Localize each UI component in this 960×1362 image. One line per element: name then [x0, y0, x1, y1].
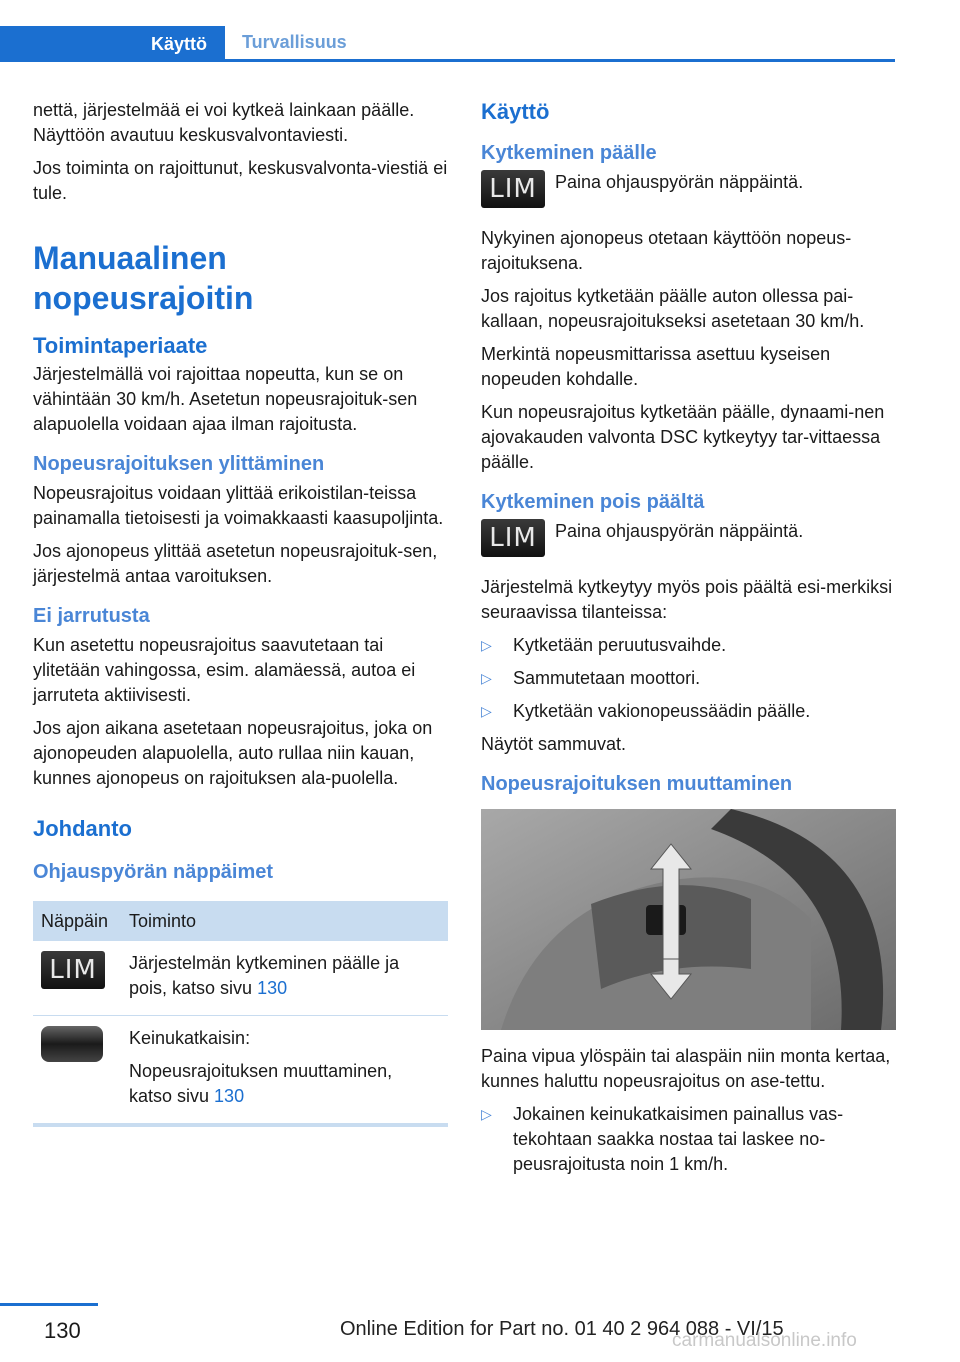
table-cell: [33, 941, 121, 1016]
watermark: carmanualsonline.info: [672, 1330, 857, 1351]
table-row: [33, 1016, 448, 1126]
section-title: Manuaalinen nopeusrajoitin: [33, 240, 254, 316]
triangle-bullet-icon: ▷: [481, 1106, 492, 1122]
paragraph: Nykyinen ajonopeus otetaan käyttöön nopeus-rajoituksena.: [481, 228, 852, 273]
list-item-text: Kytketään vakionopeussäädin päälle.: [513, 701, 811, 721]
keys-table: [33, 901, 448, 1127]
paragraph: Paina vipua ylöspäin tai alaspäin niin monta kertaa, kunnes haluttu nopeusrajoitus on ase-tettu.: [481, 1046, 891, 1091]
subheading-ohjauspyoran-nappaimet: Ohjauspyörän näppäimet: [33, 861, 274, 883]
paragraph: Jos ajonopeus ylittää asetetun nopeusrajoituk-sen, järjestelmä antaa varoituksen.: [33, 541, 438, 586]
subheading-kytkeminen-paalle: Kytkeminen päälle: [481, 142, 657, 164]
paragraph: Jos rajoitus kytketään päälle auton ollessa pai-kallaan, nopeusrajoitukseksi asetetaan 30 km/h.: [481, 286, 865, 331]
lim-button-icon: LIM: [481, 170, 545, 208]
page-number: 130: [44, 1318, 81, 1343]
lim-button-icon: LIM: [41, 951, 105, 989]
subheading-muuttaminen: Nopeusrajoituksen muuttaminen: [481, 773, 793, 795]
page-link[interactable]: 130: [214, 1086, 245, 1106]
paragraph: Kun asetettu nopeusrajoitus saavutetaan tai ylitetään vahingossa, esim. alamäessä, autoa ei jarruteta aktiivisesti.: [33, 635, 416, 705]
key-instruction: [481, 170, 896, 208]
list-item-text: Sammutetaan moottori.: [513, 668, 701, 688]
list-item-text: Jokainen keinukatkaisimen painallus vas-tekohtaan saakka nostaa tai laskee no-peusrajoitusta noin 1 km/h.: [513, 1104, 844, 1174]
key-instruction: [481, 519, 896, 557]
steering-wheel-illustration: [481, 809, 896, 1030]
page-link[interactable]: 130: [257, 978, 288, 998]
triangle-bullet-icon: ▷: [481, 703, 492, 719]
subheading-kytkeminen-pois: Kytkeminen pois päältä: [481, 491, 705, 513]
rocker-switch-icon: [41, 1026, 103, 1062]
edition-text: Online Edition for Part no. 01 40 2 964 088 - VI/15: [340, 1318, 784, 1340]
page-header: [0, 0, 960, 62]
key-instruction-text: Paina ohjauspyörän näppäintä.: [555, 521, 804, 541]
row-text: Nopeusrajoituksen muuttaminen, katso sivu: [129, 1061, 393, 1106]
table-header: Toiminto: [121, 901, 448, 941]
subheading-toimintaperiaate: Toimintaperiaate: [33, 333, 208, 358]
table-header: Näppäin: [33, 901, 121, 941]
triangle-bullet-icon: ▷: [481, 637, 492, 653]
bullet-list: [481, 1102, 896, 1177]
paragraph: Nopeusrajoitus voidaan ylittää erikoistilan-teissa painamalla tietoisesti ja voimakkaasti kaasupoljinta.: [33, 483, 444, 528]
table-row: [33, 941, 448, 1016]
right-column: [481, 98, 896, 1185]
subheading-johdanto: Johdanto: [33, 816, 132, 841]
list-item-text: Kytketään peruutusvaihde.: [513, 635, 727, 655]
subheading-kaytto: Käyttö: [481, 99, 550, 124]
paragraph: Merkintä nopeusmittarissa asettuu kyseisen nopeuden kohdalle.: [481, 344, 831, 389]
triangle-bullet-icon: ▷: [481, 670, 492, 686]
tab-turvallisuus[interactable]: Turvallisuus: [225, 26, 895, 62]
subheading-ylittaminen: Nopeusrajoituksen ylittäminen: [33, 453, 325, 475]
row-text: Keinukatkaisin:: [129, 1028, 251, 1048]
tab-kaytto[interactable]: Käyttö: [0, 26, 225, 62]
table-cell: [121, 941, 448, 1016]
paragraph: Kun nopeusrajoitus kytketään päälle, dynaami-nen ajovakauden valvonta DSC kytkeytyy tar-vittaessa päälle.: [481, 402, 885, 472]
list-item: [481, 1102, 896, 1177]
header-bar: [0, 0, 960, 26]
footer-rule: [0, 1303, 98, 1306]
paragraph: Järjestelmällä voi rajoittaa nopeutta, kun se on vähintään 30 km/h. Asetetun nopeusrajoituk-sen alapuolella voidaan ajaa ilman rajoitusta.: [33, 364, 418, 434]
lim-button-icon: LIM: [481, 519, 545, 557]
left-column: [33, 98, 448, 1127]
list-item: [481, 633, 896, 658]
paragraph: Näytöt sammuvat.: [481, 734, 627, 754]
table-cell: [33, 1016, 121, 1126]
key-instruction-text: Paina ohjauspyörän näppäintä.: [555, 172, 804, 192]
paragraph: Jos ajon aikana asetetaan nopeusrajoitus, joka on ajonopeuden alapuolella, auto rullaa niin kauan, kunnes ajonopeus on rajoituksen ala-puolella.: [33, 718, 433, 788]
table-header-row: [33, 901, 448, 941]
steering-wheel-image: [481, 809, 896, 1030]
paragraph: Jos toiminta on rajoittunut, keskusvalvonta-viestiä ei tule.: [33, 158, 448, 203]
row-text: Järjestelmän kytkeminen päälle ja pois, katso sivu: [129, 953, 400, 998]
bullet-list: [481, 633, 896, 724]
list-item: [481, 666, 896, 691]
paragraph: nettä, järjestelmää ei voi kytkeä lainkaan päälle. Näyttöön avautuu keskusvalvontaviesti.: [33, 100, 415, 145]
subheading-ei-jarrutusta: Ei jarrutusta: [33, 605, 150, 627]
list-item: [481, 699, 896, 724]
table-cell: [121, 1016, 448, 1126]
paragraph: Järjestelmä kytkeytyy myös pois päältä esi-merkiksi seuraavissa tilanteissa:: [481, 577, 893, 622]
